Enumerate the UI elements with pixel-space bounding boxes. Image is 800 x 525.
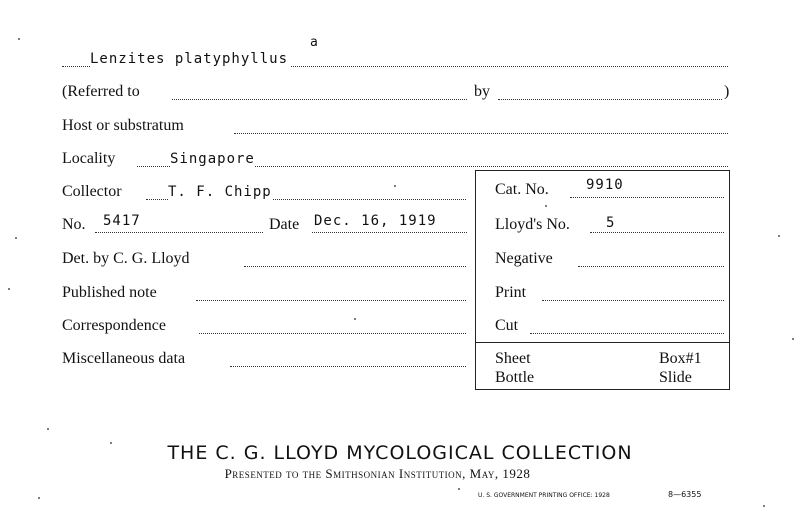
printing-office-note: U. S. GOVERNMENT PRINTING OFFICE: 1928 xyxy=(478,492,610,499)
dotted-line xyxy=(312,232,467,233)
collector-value: T. F. Chipp xyxy=(168,184,272,200)
collection-title: THE C. G. LLOYD MYCOLOGICAL COLLECTION xyxy=(167,442,633,464)
scan-speck xyxy=(792,338,794,340)
box-top-border xyxy=(475,170,730,171)
specimen-name: Lenzites platyphyllus xyxy=(90,51,289,67)
scan-speck xyxy=(545,205,547,207)
form-number: 8—6355 xyxy=(668,490,702,499)
dotted-line xyxy=(244,266,466,267)
published-label: Published note xyxy=(62,284,157,301)
date-label: Date xyxy=(269,216,300,233)
correspondence-label: Correspondence xyxy=(62,317,166,334)
misc-label: Miscellaneous data xyxy=(62,350,186,367)
dotted-line xyxy=(172,99,467,100)
locality-value: Singapore xyxy=(170,151,255,167)
scan-speck xyxy=(15,237,17,239)
collector-label: Collector xyxy=(62,183,122,200)
scan-speck xyxy=(47,428,49,430)
box-right-border xyxy=(729,170,730,390)
scan-speck xyxy=(394,185,396,187)
box-value: #1 xyxy=(685,350,702,367)
dotted-line xyxy=(590,232,724,233)
box-bottom-border xyxy=(475,389,730,390)
dotted-line xyxy=(498,99,722,100)
close-paren: ) xyxy=(724,83,730,100)
cat-no-value: 9910 xyxy=(586,177,624,193)
dotted-line xyxy=(95,232,263,233)
cat-no-label: Cat. No. xyxy=(495,181,549,198)
date-value: Dec. 16, 1919 xyxy=(314,213,437,229)
lloyds-no-label: Lloyd's No. xyxy=(495,216,570,233)
no-label: No. xyxy=(62,216,86,233)
scan-speck xyxy=(763,505,765,507)
name-correction: a xyxy=(310,35,319,50)
scan-speck xyxy=(458,488,460,490)
bottle-label: Bottle xyxy=(495,369,535,386)
dotted-line xyxy=(578,266,724,267)
scan-speck xyxy=(778,235,780,237)
dotted-line xyxy=(199,333,466,334)
box-left-border xyxy=(475,170,476,390)
collection-subtitle: Presented to the Smithsonian Institution, May, 1928 xyxy=(224,466,531,481)
dotted-line xyxy=(570,197,724,198)
scan-speck xyxy=(354,318,356,320)
box-label: Box#1 xyxy=(659,350,702,367)
no-value: 5417 xyxy=(103,213,141,229)
by-label: by xyxy=(474,83,490,100)
scan-speck xyxy=(38,497,40,499)
sheet-label: Sheet xyxy=(495,350,531,367)
dotted-line xyxy=(234,133,728,134)
host-label: Host or substratum xyxy=(62,117,184,134)
dotted-line xyxy=(542,300,724,301)
slide-label: Slide xyxy=(659,369,692,386)
negative-label: Negative xyxy=(495,250,553,267)
referred-to-label: (Referred to xyxy=(62,83,140,100)
lloyds-no-value: 5 xyxy=(606,215,616,231)
scan-speck xyxy=(110,442,112,444)
cut-label: Cut xyxy=(495,317,519,334)
scan-speck xyxy=(8,288,10,290)
scan-speck xyxy=(18,38,20,40)
box-divider xyxy=(475,342,730,343)
print-label: Print xyxy=(495,284,527,301)
dotted-line xyxy=(530,333,724,334)
locality-label: Locality xyxy=(62,150,116,167)
dotted-line xyxy=(196,300,466,301)
dotted-line xyxy=(230,366,466,367)
det-label: Det. by C. G. Lloyd xyxy=(62,250,190,267)
